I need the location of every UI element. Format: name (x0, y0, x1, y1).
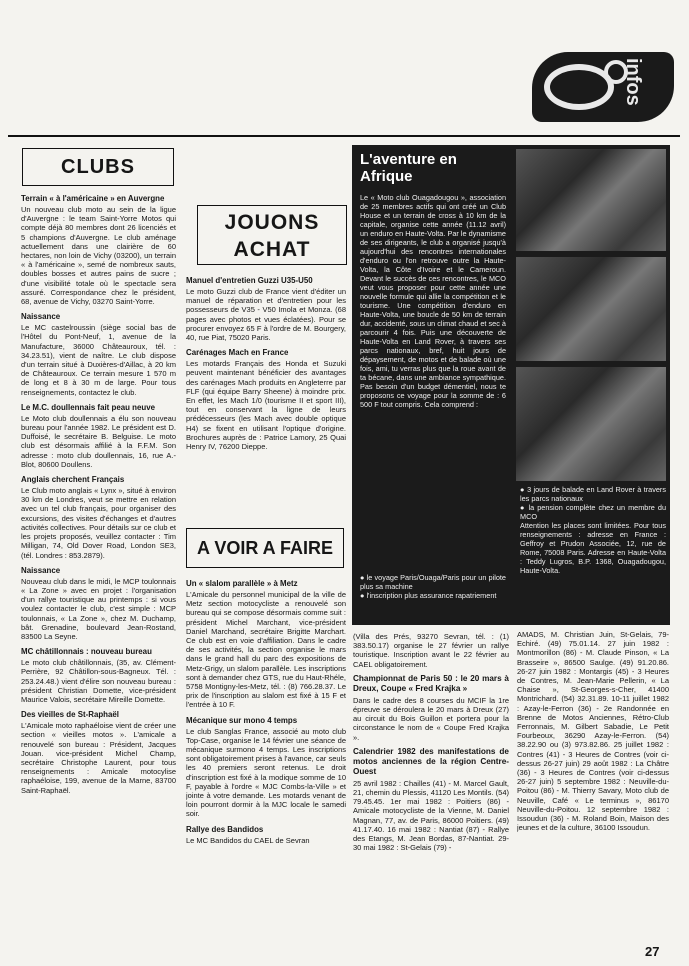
logo-text: infos (622, 58, 644, 106)
clubs-item-text: Le MC castelroussin (siège social bas de l'Hôtel du Pont-Neuf, 1, avenue de la Manufacture, 36000 Châteauroux, tél. : 34.23.51), vient de naître. Le club dispose d'un terrain situé à Duxières-d'Aillac, à 20 km de Châteauroux. Ce terrain mesure 1 570 m de long et 8 à 30 m de large. Pour tous renseignements, contactez le club. (21, 323, 176, 397)
afrique-title (360, 151, 457, 185)
voir-title: A VOIR A FAIRE (186, 528, 344, 568)
clubs-title: CLUBS (22, 148, 174, 186)
afrique-right-panel (512, 145, 670, 625)
enduro-photo-3 (516, 367, 666, 481)
bullet-text: le voyage Paris/Ouaga/Paris pour un pilote plus sa machine (360, 573, 506, 591)
bullet-text: 3 jours de balade en Land Rover à travers les parcs nationaux (520, 485, 666, 503)
calendar-continued-column (517, 630, 669, 948)
voir-item-text: Le MC Bandidos du CAEL de Sevran (186, 835, 310, 845)
rallye-text: (Villa des Prés, 93270 Sevran, tél. : (1) 383.50.17) organise le 27 février un rallye touristique. Inscription avant le 22 février au CAEL obligatoirement. (353, 632, 509, 669)
clubs-item-heading: MC châtillonnais : nouveau bureau (21, 646, 152, 657)
afrique-right-text (520, 485, 666, 625)
clubs-item-heading: Naissance (21, 311, 61, 322)
afrique-right-bullet-1: ● 3 jours de balade en Land Rover à travers les parcs nationaux (520, 485, 666, 503)
calendar-column (353, 632, 509, 960)
clubs-item-heading: Des vieilles de St-Raphaël (21, 709, 119, 720)
afrique-bullet-1: ● le voyage Paris/Ouaga/Paris pour un pilote plus sa machine (360, 573, 506, 591)
afrique-right-info: Attention les places sont limitées. Pour tous renseignements : adresse en France : Geffroy et Prudon Associée, 12, rue de Rome, 75008 Paris. Adresse en Haute-Volta : Teddy Lugros, B.P. 1368, Ouagadougou, Haute-Volta. (520, 521, 666, 575)
enduro-photo-2 (516, 257, 666, 361)
clubs-item-text: Le Moto club doullennais a élu son nouveau bureau pour l'année 1982. Le président est D. Duffoisé, le secrétaire B. Belguise. Le moto club est désormais affilié à la F.F.M. Son adresse : moto club doullennais, 16, rue A.-Blot, 80600 Doullens. (21, 413, 176, 469)
voir-item-heading: Mécanique sur mono 4 temps (186, 714, 298, 725)
clubs-item-heading: Le M.C. doullennais fait peau neuve (21, 401, 155, 412)
clubs-item-text: L'Amicale moto raphaéloise vient de créer une section « vieilles motos ». L'amicale a renouvelé son bureau : Président, Jacques Jouan. vice-président Michel Champ, secrétaire Christophe Laurent, pour tous renseignements : Amicale motocylise raphaéloise, 199, avenue de la Marne, 83700 Saint-Raphaël. (21, 721, 176, 795)
bullet-text: l'inscription plus assurance rapatriement (366, 591, 497, 600)
afrique-body: Le « Moto club Ouagadougou », association de 25 membres actifs qui ont créé un Club House et un terrain de cross à 10 km de la capitale, organise cette année (11.12 avril) un enduro en Haute-Volta. Par le dynamisme de ses dirigeants, le club a organisé jusqu'à aujourd'hui des rencontres internationales d'enduro ou l'on retrouve outre la Haute-Volta, la Côte d'Ivoire et le Cameroun. Devant le succès de ces rencontres, le MCO veut vous proposer pour cette année une nouvelle formule qui allie la compétition et le tourisme. Une compétition d'enduro en Haute-Volta, une boucle de 50 km de terrain dur, accidenté, sous un climat chaud et sec à parcourir 4 fois. Puis une découverte de Haute-Volta en Land Rover, à travers ses parcs nationaux, bref, huit jours de dépaysement, de motos et de balade où une fois, ami, tu verras plus que la roue avant de ta bécane, dans une ambiance sympathique. Pas besoin d'un budget démentiel, nous te proposons ce voyage pour la somme de : 6 500 F tout compris. Cela comprend : (360, 193, 506, 409)
afrique-title-line2: Afrique (360, 168, 413, 185)
voir-item-heading: Un « slalom parallèle » à Metz (186, 578, 298, 588)
clubs-item-6 (21, 646, 176, 704)
clubs-item-7 (21, 709, 176, 795)
clubs-item-2 (21, 311, 176, 397)
clubs-item-1 (21, 193, 176, 306)
achat-title (197, 205, 347, 265)
championnat-text: Dans le cadre des 8 courses du MCIF la 1re épreuve se déroulera le 20 mars à Dreux (27) au circuit du Bois Guillon et portera pour la circonstance le nom de « Coupe Fred Krajka ». (353, 695, 509, 742)
voir-column (186, 578, 346, 961)
clubs-item-text: Le moto club châtillonnais, (35, av. Clément-Perrière, 92 Châtillon-sous-Bagneux. Tél. : 253.24.48.) vient d'élire son nouveau bureau : président Christian Domette, vice-président Maurice Valois, secrétaire Mireille Domette. (21, 658, 176, 704)
enduro-photo-1 (516, 149, 666, 251)
afrique-panel (352, 145, 512, 625)
clubs-item-5 (21, 565, 176, 641)
achat-item-heading: Carénages Mach en France (186, 347, 289, 358)
achat-item-heading: Manuel d'entretien Guzzi U35-U50 (186, 275, 313, 285)
afrique-bullet-2: ● l'inscription plus assurance rapatriement (360, 591, 497, 600)
achat-title-line2: ACHAT (233, 238, 311, 261)
page-number: 27 (645, 944, 660, 959)
achat-title-line1: JOUONS (224, 211, 320, 234)
calendrier-heading: Calendrier 1982 des manifestations de motos anciennes de la région Centre-Ouest (353, 746, 509, 776)
clubs-item-heading: Naissance (21, 564, 61, 575)
clubs-column (21, 193, 176, 961)
afrique-bullets (360, 573, 506, 623)
voir-item-heading: Rallye des Bandidos (186, 823, 264, 834)
clubs-item-text: Un nouveau club moto au sein de la ligue d'Auvergne : le team Saint-Yorre Motos qui compte déjà 80 membres dont 26 licenciés et 5 champions d'Auvergne. Le club aménage actuellement dans une clairière de 60 hectares, non loin de Vichy (03200), un terrain « à l'américaine », semé de nombreux sauts, doubles bosses et autres pains de sucre ; d'une visibilité totale où le spectacle sera assuré. Correspondance chez le président, 68, avenue de Vichy, 03270 Saint-Yorre. (21, 205, 176, 307)
bullet-text: la pension complète chez un membre du MCO (520, 503, 666, 521)
voir-item-text: L'Amicale du personnel municipal de la ville de Metz section motocycliste a renouvelé son bureau qui se compose désormais comme suit : président Michel Marchant, vice-président Daniel Marchand, secrétaire Brigitte Marchart. Ce club est en voie d'affiliation. Dans le cadre de ses activités, la section organise le mars dans le grand hall du parc des expositions de Metz-Grigy, un slalom parallèle. Les inscriptions sont à demander chez GTS, rue du Haut-Rhéle, 5758 Montigny-les-Metz, tél. : (8) 766.28.37. Le prix de l'inscription au slalom est fixé à 15 F et l'entrée à 10 F. (186, 590, 346, 710)
clubs-item-4 (21, 474, 176, 560)
clubs-item-heading: Anglais cherchent Français (21, 474, 125, 485)
achat-item-text: Le moto Guzzi club de France vient d'éditer un manuel de réparation et d'entretien pour les possesseurs de V35 - V50 Imola et Monza. (68 pages avec photos et vues éclatées). Pour se procurer envoyez 65 F à l'ordre de M. Bourgery, 40, rue Piat, 75020 Paris. (186, 287, 346, 343)
clubs-item-heading: Terrain « à l'américaine » en Auvergne (21, 193, 165, 203)
afrique-title-line1: L'aventure en (360, 151, 457, 168)
calendrier-continued-text: AMADS, M. Christian Juin, St-Gelais, 79-Echiré. (49) 75.01.14. 27 juin 1982 : Montmorillon (86) - M. Claude Pinson, « La Brasseire », 86500 Saulge. (49) 91.20.86. 26-27 juin 1982 : Montargis (45) - 3 Heures de Contres, M. Jean-Marie Pellerin, « La Chaise », St-Georges-s-Cher, 41400 Montrichard. (54) 32.31.89. 10-11 juillet 1982 : Azay-le-Ferron (36) - 2e Randonnée en Brenne de Motos Anciennes, Rétro-Club Ferronnais, M. Gilbert Sabadie, Le Petit Fourbeoux, 36290 Azay-le-Ferron. (54) 38.22.90 ou (3) 973.82.86. 25 juillet 1982 : Contres (41) - 3 Heures de Contres (voir ci-dessus 26-27 juin) 29 août 1982 : La Châtre (36) - 3 Heures de Contres (voir ci-dessus 26-27 juin) 5 septembre 1982 : Neuville-du-Poitou (86) - M. Thierry Savary, Moto club de Neuville, Café « Le terminus », 86170 Neuville-du-Poitou. 12 septembre 1982 : Issoudun (36) - M. Roland Boin, Maison des jeunes et de la culture, 36100 Issoudun. (517, 630, 669, 833)
clubs-item-3 (21, 402, 176, 469)
championnat-heading: Championnat de Paris 50 : le 20 mars à Dreux, Coupe « Fred Krajka » (353, 673, 509, 693)
achat-item-text: Les motards Français des Honda et Suzuki peuvent maintenant bénéficier des avantages des carénages Mach produits en Angleterre par FLF (qui équipe Barry Sheene) à moindre prix. En effet, les Mach 1/0 (tourisme II et sport III), tout en conservant la ligne de leurs prédécesseurs (les Mach avec double optique H4) se fixent en utilisant l'optique d'origine. Brochures auprès de : Patrice Lamory, 25 Quai Henry IV, 76200 Dieppe. (186, 359, 346, 452)
voir-item-text: Le club Sanglas France, associé au moto club Top-Case, organise le 14 février une séance de mécanique surmono 4 temps. Les inscriptions sont obligatoirement prises à l'avance, car seuls les 40 premiers seront retenus. Le droit d'inscription est fixé à la modique somme de 10 F, payable à l'ordre « MJC Combs-la-Ville » et jointe à votre demande. Les motards venant de loin pourront dormir à la MJC locale le samedi soir. (186, 726, 346, 819)
achat-column (186, 275, 346, 520)
infos-logo (532, 52, 674, 122)
afrique-right-bullet-2: ● la pension complète chez un membre du MCO (520, 503, 666, 521)
calendrier-text: 25 avril 1982 : Chailles (41) - M. Marcel Gault, 21, chemin du Plessis, 41120 Les Montils. (54) 79.45.45. 1er mai 1982 : Poitiers (86) - Amicale motocycliste de la Vienne, M. Daniel Magnan, 77, av. de Paris, 86000 Poitiers. (49) 41.17.40. 16 mai 1982 : Nantiat (87) - Rallye des Etangs, M. Jean Bordas, 87-Nantiat. 29-30 mai 1982 : St-Gelais (79) - (353, 778, 509, 853)
header-rule (8, 135, 680, 137)
clubs-item-text: Nouveau club dans le midi, le MCP toulonnais « La Zone » avec en projet : l'organisation d'un rallye touristique au printemps : si vous voulez contacter le club, c'est simple : MCP toulonnais, « La Zone », chez M. Duchamp, bât. Grenadine, boulevard Jean-Rostand, 83500 La Seyne. (21, 576, 176, 641)
clubs-item-text: Le Club moto anglais « Lynx », situé à environ 30 km de Londres, veut se mettre en relation avec un tel club français, pour organiser des excursions, des visites d'échanges et d'autres activités collectives. Pour détails sur ce club et les projets proposés, veuillez contacter : Tim Milligan, 74, Old Dover Road, London SE3, (tél. Londres : 853.2879). (21, 486, 176, 560)
